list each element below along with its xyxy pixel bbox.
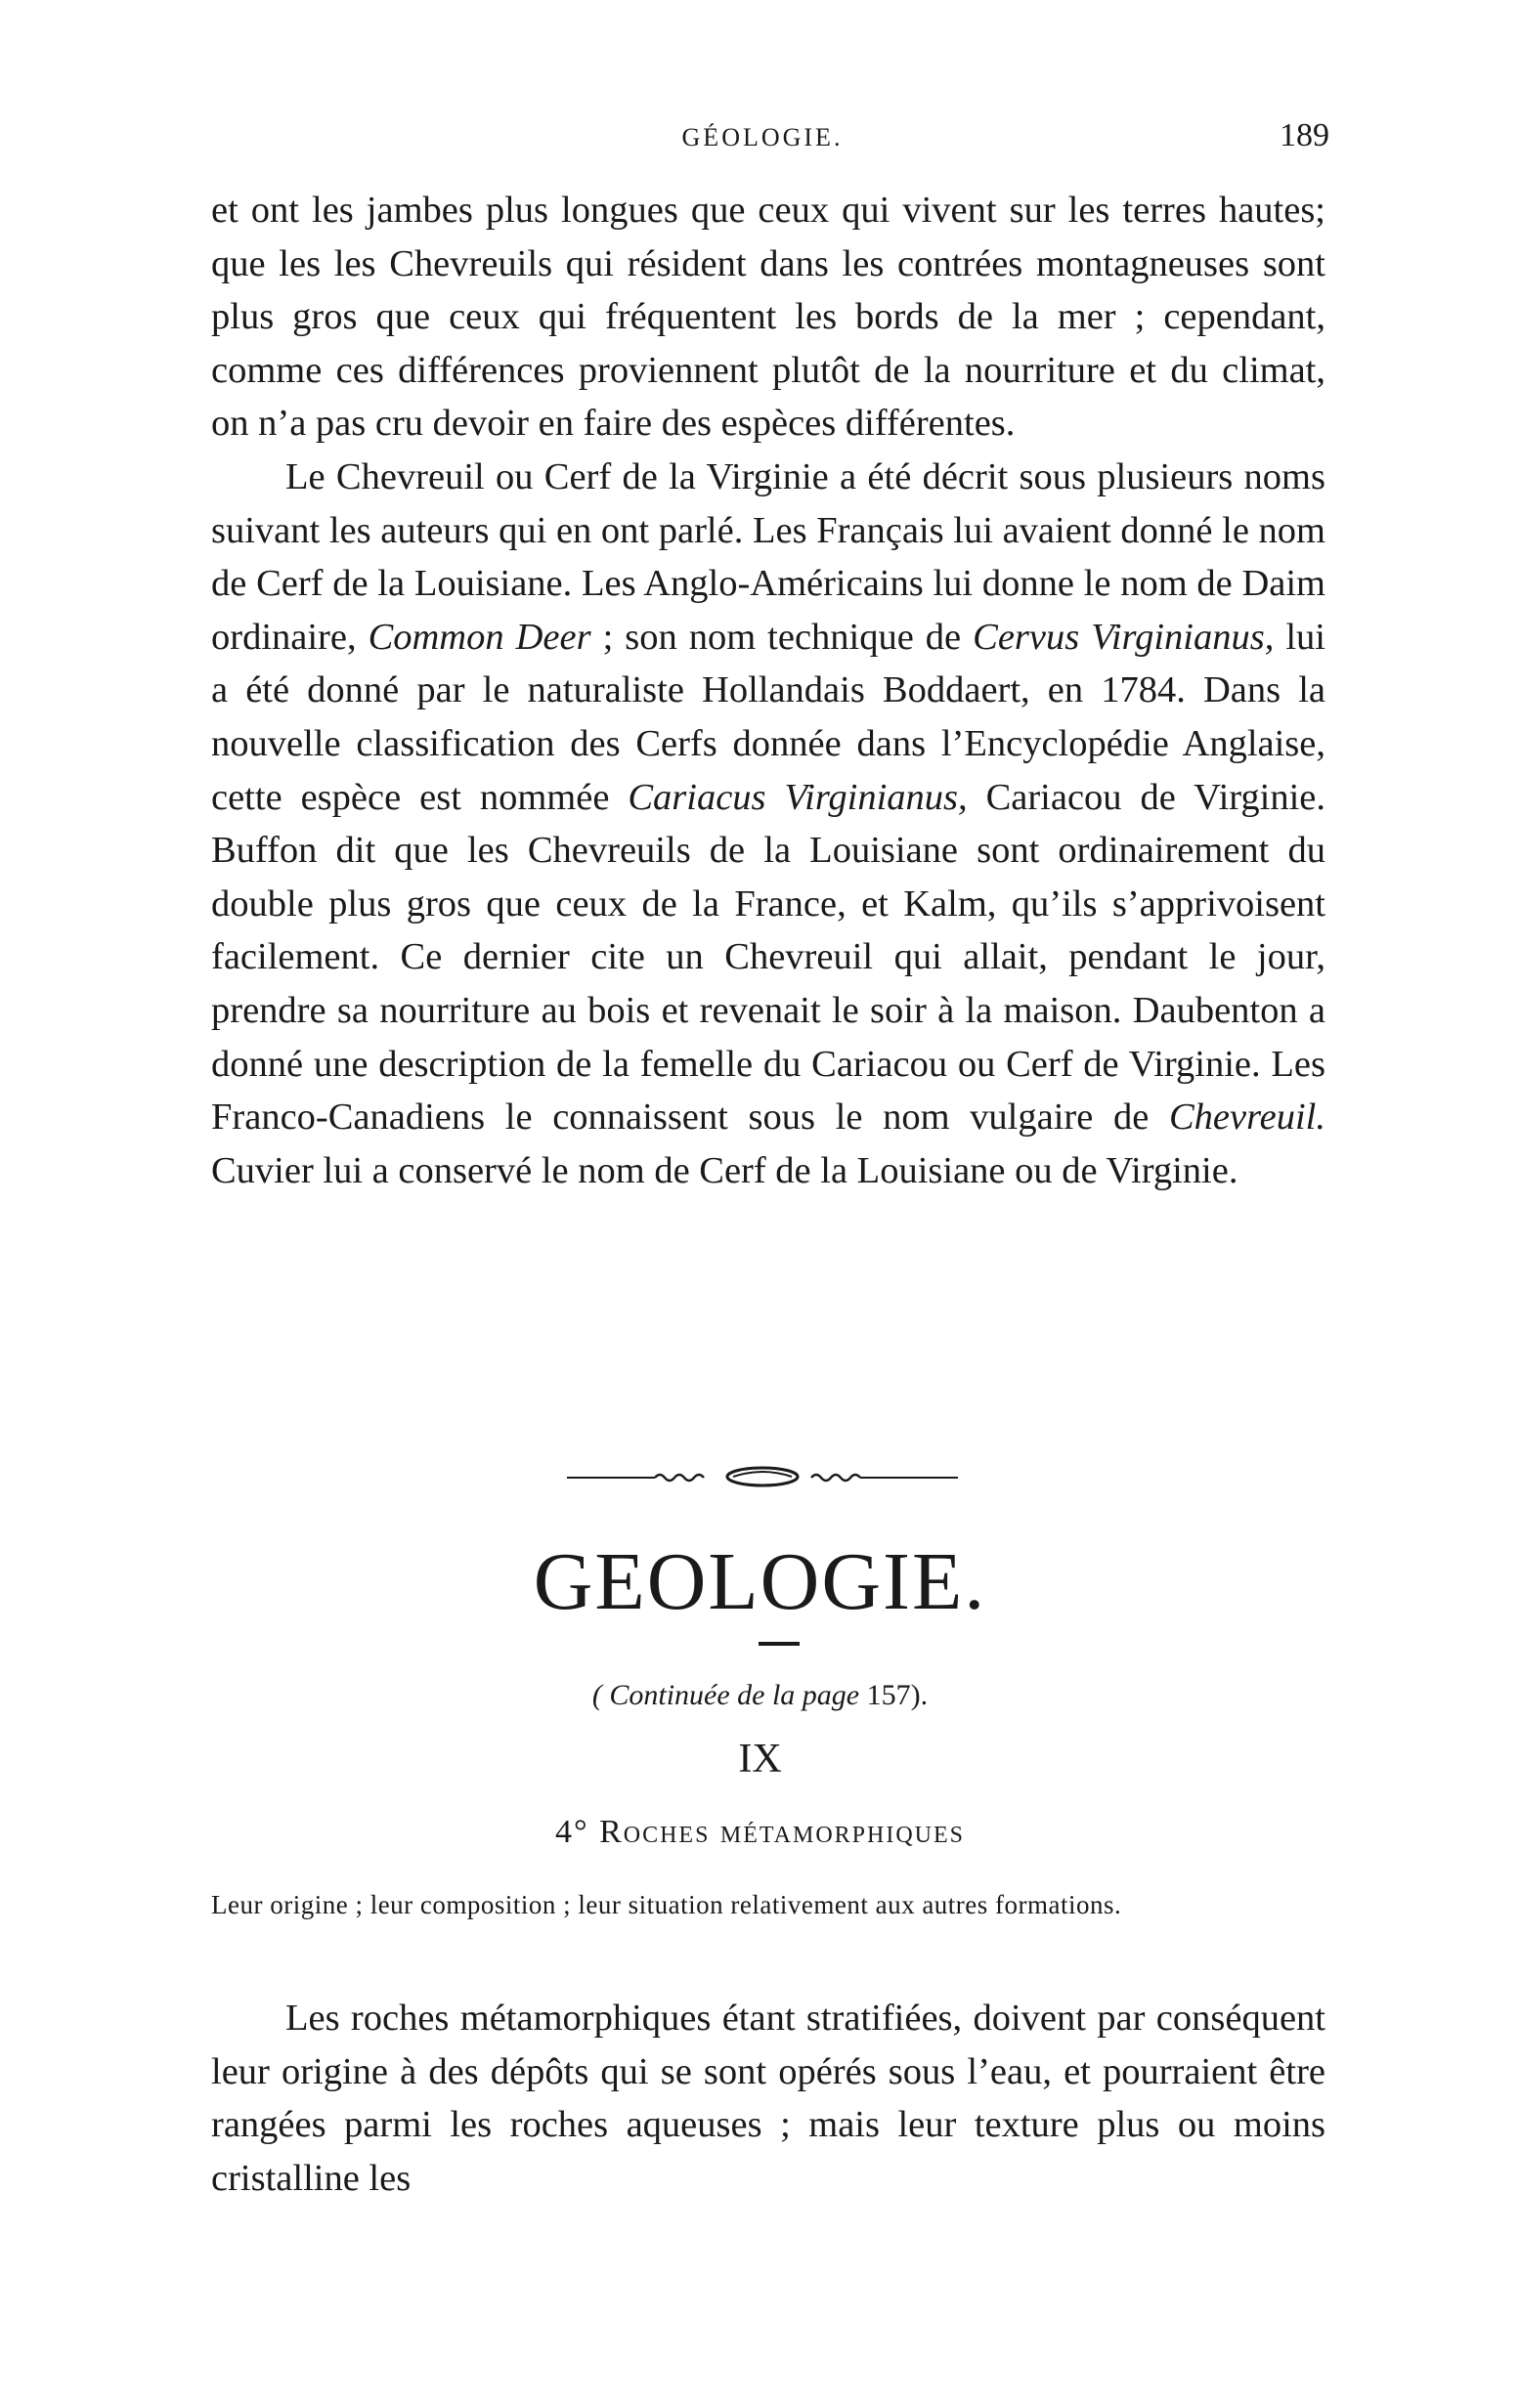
continued-note	[0, 1679, 1520, 1712]
deer-text-block	[211, 184, 1325, 1197]
rocks-text-block	[211, 1992, 1325, 2205]
short-rule	[759, 1642, 800, 1646]
running-title: GÉOLOGIE.	[681, 123, 844, 151]
continued-text: ( Continuée de la page	[591, 1679, 867, 1711]
continued-page: 157	[866, 1679, 911, 1711]
italic-term: Cervus Virginianus,	[973, 616, 1275, 658]
text-run: ; son nom technique de	[590, 616, 974, 658]
paragraph	[211, 451, 1325, 1197]
continued-end: ).	[910, 1679, 929, 1711]
text-run: et ont les jambes plus longues que ceux qui vivent sur les terres hautes; que les les Chevreuils qui résident dans les contrées montagneuses sont plus gros que ceux qui fréquentent les bords de la mer ; cependant, comme ces différences proviennent plutôt de la nourriture et du climat, on n’a pas cru devoir en faire des espèces différentes.	[211, 190, 1325, 445]
paragraph	[211, 1992, 1325, 2205]
text-run: Cuvier lui a conservé le nom de Cerf de la Louisiane ou de Virginie.	[211, 1149, 1238, 1191]
subheading: 4° Roches métamorphiques	[554, 1814, 966, 1850]
italic-term: Chevreuil.	[1168, 1096, 1325, 1139]
page-number: 189	[1280, 117, 1329, 153]
ornament-divider-icon	[567, 1462, 958, 1491]
section-title: GEOLOGIE.	[533, 1536, 987, 1627]
text-run: Le Chevreuil ou Cerf de la Virginie a été décrit sous plusieurs noms suivant les auteurs qui en ont parlé. Les Français lui avaient donné le nom de Cerf de la Louisiane. Les Anglo-Américains lui donne le nom de Daim ordinaire,	[211, 455, 1325, 658]
italic-term: Cariacus Virginianus,	[628, 776, 968, 818]
paragraph	[211, 184, 1325, 451]
text-run: lui a été donné par le naturaliste Hollandais Boddaert, en 1784. Dans la nouvelle classification des Cerfs donnée dans l’Encyclopédie Anglaise, cette espèce est nommée	[211, 616, 1326, 818]
italic-term: Common Deer	[368, 616, 591, 658]
text-run: Les roches métamorphiques étant stratifiées, doivent par conséquent leur origine à des dépôts qui se sont opérés sous l’eau, et pourraient être rangées parmi les roches aqueuses ; mais leur texture plus ou moins cristalline les	[211, 1998, 1325, 2199]
chapter-number: IX	[738, 1737, 782, 1782]
running-head	[195, 117, 1329, 156]
text-run: Cariacou de Virginie. Buffon dit que les Chevreuils de la Louisiane sont ordinairement du double plus gros que ceux de la France, et Kalm, qu’ils s’apprivoisent facilement. Ce dernier cite un Chevreuil qui allait, pendant le jour, prendre sa nourriture au bois et revenait le soir à la maison. Daubenton a donné une description de la femelle du Cariacou ou Cerf de Virginie. Les Franco-Canadiens le connaissent sous le nom vulgaire de	[211, 776, 1326, 1139]
chapter-summary: Leur origine ; leur composition ; leur situation relativement aux autres formations.	[211, 1890, 1122, 1919]
